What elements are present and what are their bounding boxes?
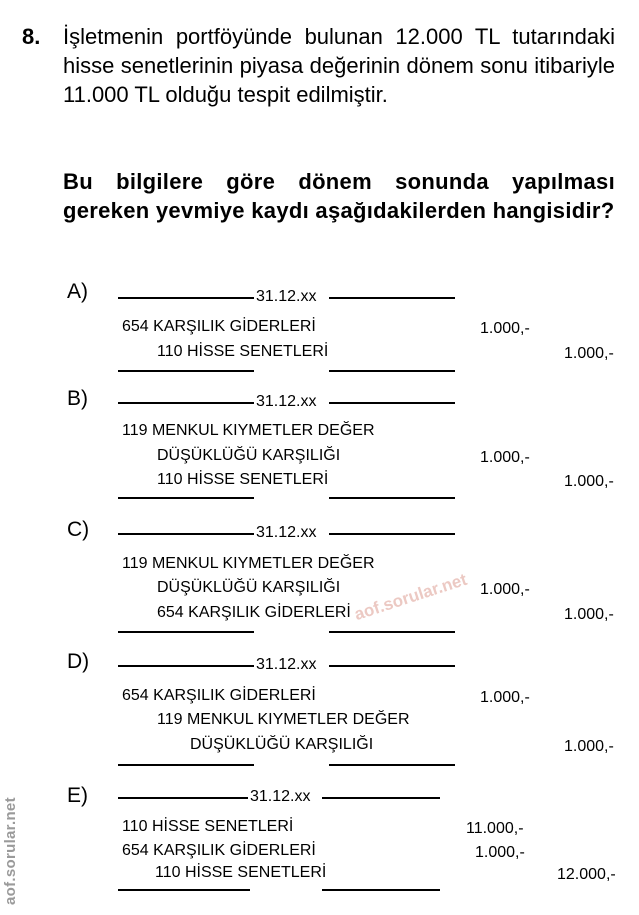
header-rule-right (329, 297, 455, 299)
footer-rule-left (118, 370, 254, 372)
credit-amount: 1.000,- (564, 473, 614, 490)
footer-rule-left (118, 497, 254, 499)
debit-amount: 1.000,- (480, 320, 530, 337)
debit-amount: 11.000,- (466, 820, 524, 837)
footer-rule-right (329, 370, 455, 372)
question-stem: İşletmenin portföyünde bulunan 12.000 TL tutarındaki hisse senetlerinin piyasa değerinin dönem sonu itibariyle 11.000 TL olduğu tespit edilmiştir. (63, 24, 615, 107)
account-line: DÜŞÜKLÜĞÜ KARŞILIĞI (190, 736, 374, 753)
header-rule-right (329, 402, 455, 404)
footer-rule-left (118, 764, 254, 766)
credit-amount: 1.000,- (564, 606, 614, 623)
debit-amount: 1.000,- (480, 449, 530, 466)
debit-amount: 1.000,- (480, 689, 530, 706)
side-watermark: aof.sorular.net (2, 797, 19, 905)
header-rule-left (118, 297, 254, 299)
question-number: 8. (22, 24, 41, 49)
header-rule-right (322, 797, 440, 799)
entry-date: 31.12.xx (256, 656, 317, 673)
footer-rule-right (329, 631, 455, 633)
account-line: 654 KARŞILIK GİDERLERİ (122, 687, 316, 704)
option-letter: E) (67, 784, 88, 807)
account-line: DÜŞÜKLÜĞÜ KARŞILIĞI (157, 447, 341, 464)
header-rule-right (329, 665, 455, 667)
option-letter: B) (67, 387, 88, 410)
footer-rule-right (322, 889, 440, 891)
header-rule-left (118, 665, 254, 667)
entry-date: 31.12.xx (250, 788, 311, 805)
footer-rule-right (329, 497, 455, 499)
question-prompt: Bu bilgilere göre dönem sonunda yapılması gereken yevmiye kaydı aşağıdakilerden hangisidir? (63, 169, 615, 223)
account-line: 119 MENKUL KIYMETLER DEĞER (122, 555, 375, 572)
header-rule-right (329, 533, 455, 535)
debit-amount: 1.000,- (480, 581, 530, 598)
footer-rule-left (118, 631, 254, 633)
debit-amount: 1.000,- (475, 844, 525, 861)
account-line: DÜŞÜKLÜĞÜ KARŞILIĞI (157, 579, 341, 596)
account-line: 654 KARŞILIK GİDERLERİ (122, 318, 316, 335)
credit-amount: 1.000,- (564, 345, 614, 362)
entry-date: 31.12.xx (256, 393, 317, 410)
credit-amount: 1.000,- (564, 738, 614, 755)
footer-rule-right (329, 764, 455, 766)
header-rule-left (118, 533, 254, 535)
account-line: 654 KARŞILIK GİDERLERİ (122, 842, 316, 859)
option-letter: C) (67, 518, 90, 541)
account-line: 110 HİSSE SENETLERİ (155, 864, 327, 881)
option-letter: A) (67, 280, 88, 303)
account-line: 119 MENKUL KIYMETLER DEĞER (157, 711, 410, 728)
footer-rule-left (118, 889, 250, 891)
center-watermark: aof.sorular.net (352, 569, 470, 625)
entry-date: 31.12.xx (256, 524, 317, 541)
account-line: 110 HİSSE SENETLERİ (157, 471, 329, 488)
account-line: 110 HİSSE SENETLERİ (122, 818, 294, 835)
option-letter: D) (67, 650, 90, 673)
header-rule-left (118, 797, 248, 799)
account-line: 110 HİSSE SENETLERİ (157, 343, 329, 360)
header-rule-left (118, 402, 254, 404)
credit-amount: 12.000,- (557, 866, 616, 883)
entry-date: 31.12.xx (256, 288, 317, 305)
account-line: 119 MENKUL KIYMETLER DEĞER (122, 422, 375, 439)
account-line: 654 KARŞILIK GİDERLERİ (157, 604, 351, 621)
